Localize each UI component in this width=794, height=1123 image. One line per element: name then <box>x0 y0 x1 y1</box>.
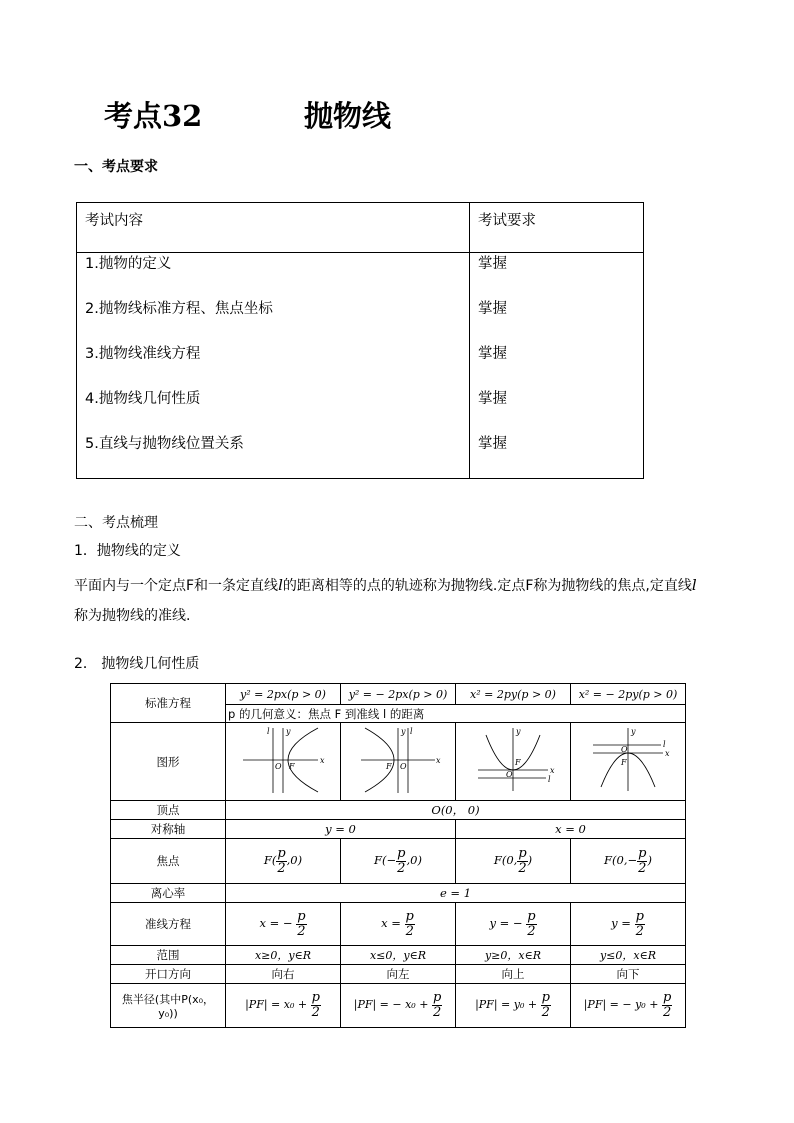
label-range: 范围 <box>111 946 226 965</box>
focus-down: F(0,− $\frac{p}{2}$ ) <box>571 839 686 884</box>
section-heading-requirements: 一、考点要求 <box>74 159 158 175</box>
svg-text:O: O <box>621 745 628 754</box>
svg-text:F: F <box>621 758 627 767</box>
svg-text:l: l <box>410 727 413 736</box>
directrix-right: x = − $\frac{p}{2}$ <box>226 903 341 946</box>
radius-left: |PF| = − x₀ + $\frac{p}{2}$ <box>341 984 456 1028</box>
definition-paragraph: 平面内与一个定点F和一条定直线l的距离相等的点的轨迹称为抛物线.定点F称为抛物线的焦点,定直线l 称为抛物线的准线. <box>74 576 697 624</box>
p-meaning: p 的几何意义：焦点 F 到准线 l 的距离 <box>226 705 686 723</box>
parabola-right-icon <box>238 725 328 795</box>
svg-text:x: x <box>436 756 441 765</box>
list-item: 掌握 <box>478 391 507 407</box>
label-focal-radius: 焦半径(其中P(x₀，y₀)) <box>111 984 226 1028</box>
list-item: 4.抛物线几何性质 <box>85 391 201 407</box>
label-directrix: 准线方程 <box>111 903 226 946</box>
figure-right <box>226 723 341 801</box>
figure-up <box>456 723 571 801</box>
svg-text:l: l <box>663 740 666 749</box>
label-opening: 开口方向 <box>111 965 226 984</box>
header-requirement: 考试要求 <box>470 203 644 253</box>
label-eccentricity: 离心率 <box>111 884 226 903</box>
properties-table <box>110 683 686 1028</box>
svg-text:F: F <box>515 758 521 767</box>
figure-left <box>341 723 456 801</box>
svg-text:O: O <box>400 762 407 771</box>
parabola-left-icon <box>353 725 443 795</box>
focus-left: F(− $\frac{p}{2}$ ,0) <box>341 839 456 884</box>
section-heading-summary: 二、考点梳理 <box>74 515 158 531</box>
label-std-equation: 标准方程 <box>111 684 226 723</box>
page-title <box>104 94 392 135</box>
requirement-list <box>470 253 644 479</box>
svg-text:x: x <box>320 756 325 765</box>
range-down: y≤0，x∈R <box>571 946 686 965</box>
list-item: 掌握 <box>478 436 507 452</box>
equation-right: y² = 2px(p > 0) <box>226 684 341 705</box>
requirements-table <box>76 202 644 479</box>
svg-text:l: l <box>267 727 270 736</box>
svg-text:y: y <box>286 727 291 736</box>
range-left: x≤0，y∈R <box>341 946 456 965</box>
opening-up: 向上 <box>456 965 571 984</box>
parabola-down-icon <box>583 725 673 795</box>
list-item: 掌握 <box>478 346 507 362</box>
list-item: 5.直线与抛物线位置关系 <box>85 436 244 452</box>
axis-vertical: x = 0 <box>456 820 686 839</box>
directrix-left: x = $\frac{p}{2}$ <box>341 903 456 946</box>
focus-up: F(0, $\frac{p}{2}$ ) <box>456 839 571 884</box>
eccentricity-value: e = 1 <box>226 884 686 903</box>
label-focus: 焦点 <box>111 839 226 884</box>
range-up: y≥0，x∈R <box>456 946 571 965</box>
figure-down <box>571 723 686 801</box>
svg-text:y: y <box>631 727 636 736</box>
svg-text:y: y <box>516 727 521 736</box>
list-item: 2.抛物线标准方程、焦点坐标 <box>85 301 273 317</box>
focus-right: F( $\frac{p}{2}$ ,0) <box>226 839 341 884</box>
list-item: 1.抛物的定义 <box>85 256 172 272</box>
list-item: 掌握 <box>478 301 507 317</box>
label-figure: 图形 <box>111 723 226 801</box>
label-axis: 对称轴 <box>111 820 226 839</box>
directrix-up: y = − $\frac{p}{2}$ <box>456 903 571 946</box>
svg-text:F: F <box>386 762 392 771</box>
svg-text:x: x <box>550 766 555 775</box>
header-content: 考试内容 <box>77 203 470 253</box>
range-right: x≥0，y∈R <box>226 946 341 965</box>
svg-text:O: O <box>506 770 513 779</box>
svg-text:O: O <box>275 762 282 771</box>
equation-down: x² = − 2py(p > 0) <box>571 684 686 705</box>
radius-up: |PF| = y₀ + $\frac{p}{2}$ <box>456 984 571 1028</box>
opening-right: 向右 <box>226 965 341 984</box>
radius-right: |PF| = x₀ + $\frac{p}{2}$ <box>226 984 341 1028</box>
vertex-value: O(0， 0) <box>226 801 686 820</box>
list-item: 3.抛物线准线方程 <box>85 346 201 362</box>
subheading-definition: 1．抛物线的定义 <box>74 543 181 559</box>
title-prefix: 考点32 <box>104 99 203 133</box>
svg-text:x: x <box>665 749 670 758</box>
equation-left: y² = − 2px(p > 0) <box>341 684 456 705</box>
label-vertex: 顶点 <box>111 801 226 820</box>
opening-left: 向左 <box>341 965 456 984</box>
axis-horizontal: y = 0 <box>226 820 456 839</box>
svg-text:y: y <box>401 727 406 736</box>
equation-up: x² = 2py(p > 0) <box>456 684 571 705</box>
svg-text:l: l <box>548 775 551 784</box>
list-item: 掌握 <box>478 256 507 272</box>
content-list <box>77 253 470 479</box>
directrix-down: y = $\frac{p}{2}$ <box>571 903 686 946</box>
parabola-up-icon <box>468 725 558 795</box>
radius-down: |PF| = − y₀ + $\frac{p}{2}$ <box>571 984 686 1028</box>
svg-text:F: F <box>289 762 295 771</box>
subheading-properties: 2． 抛物线几何性质 <box>74 656 200 672</box>
title-topic: 抛物线 <box>304 99 392 133</box>
opening-down: 向下 <box>571 965 686 984</box>
